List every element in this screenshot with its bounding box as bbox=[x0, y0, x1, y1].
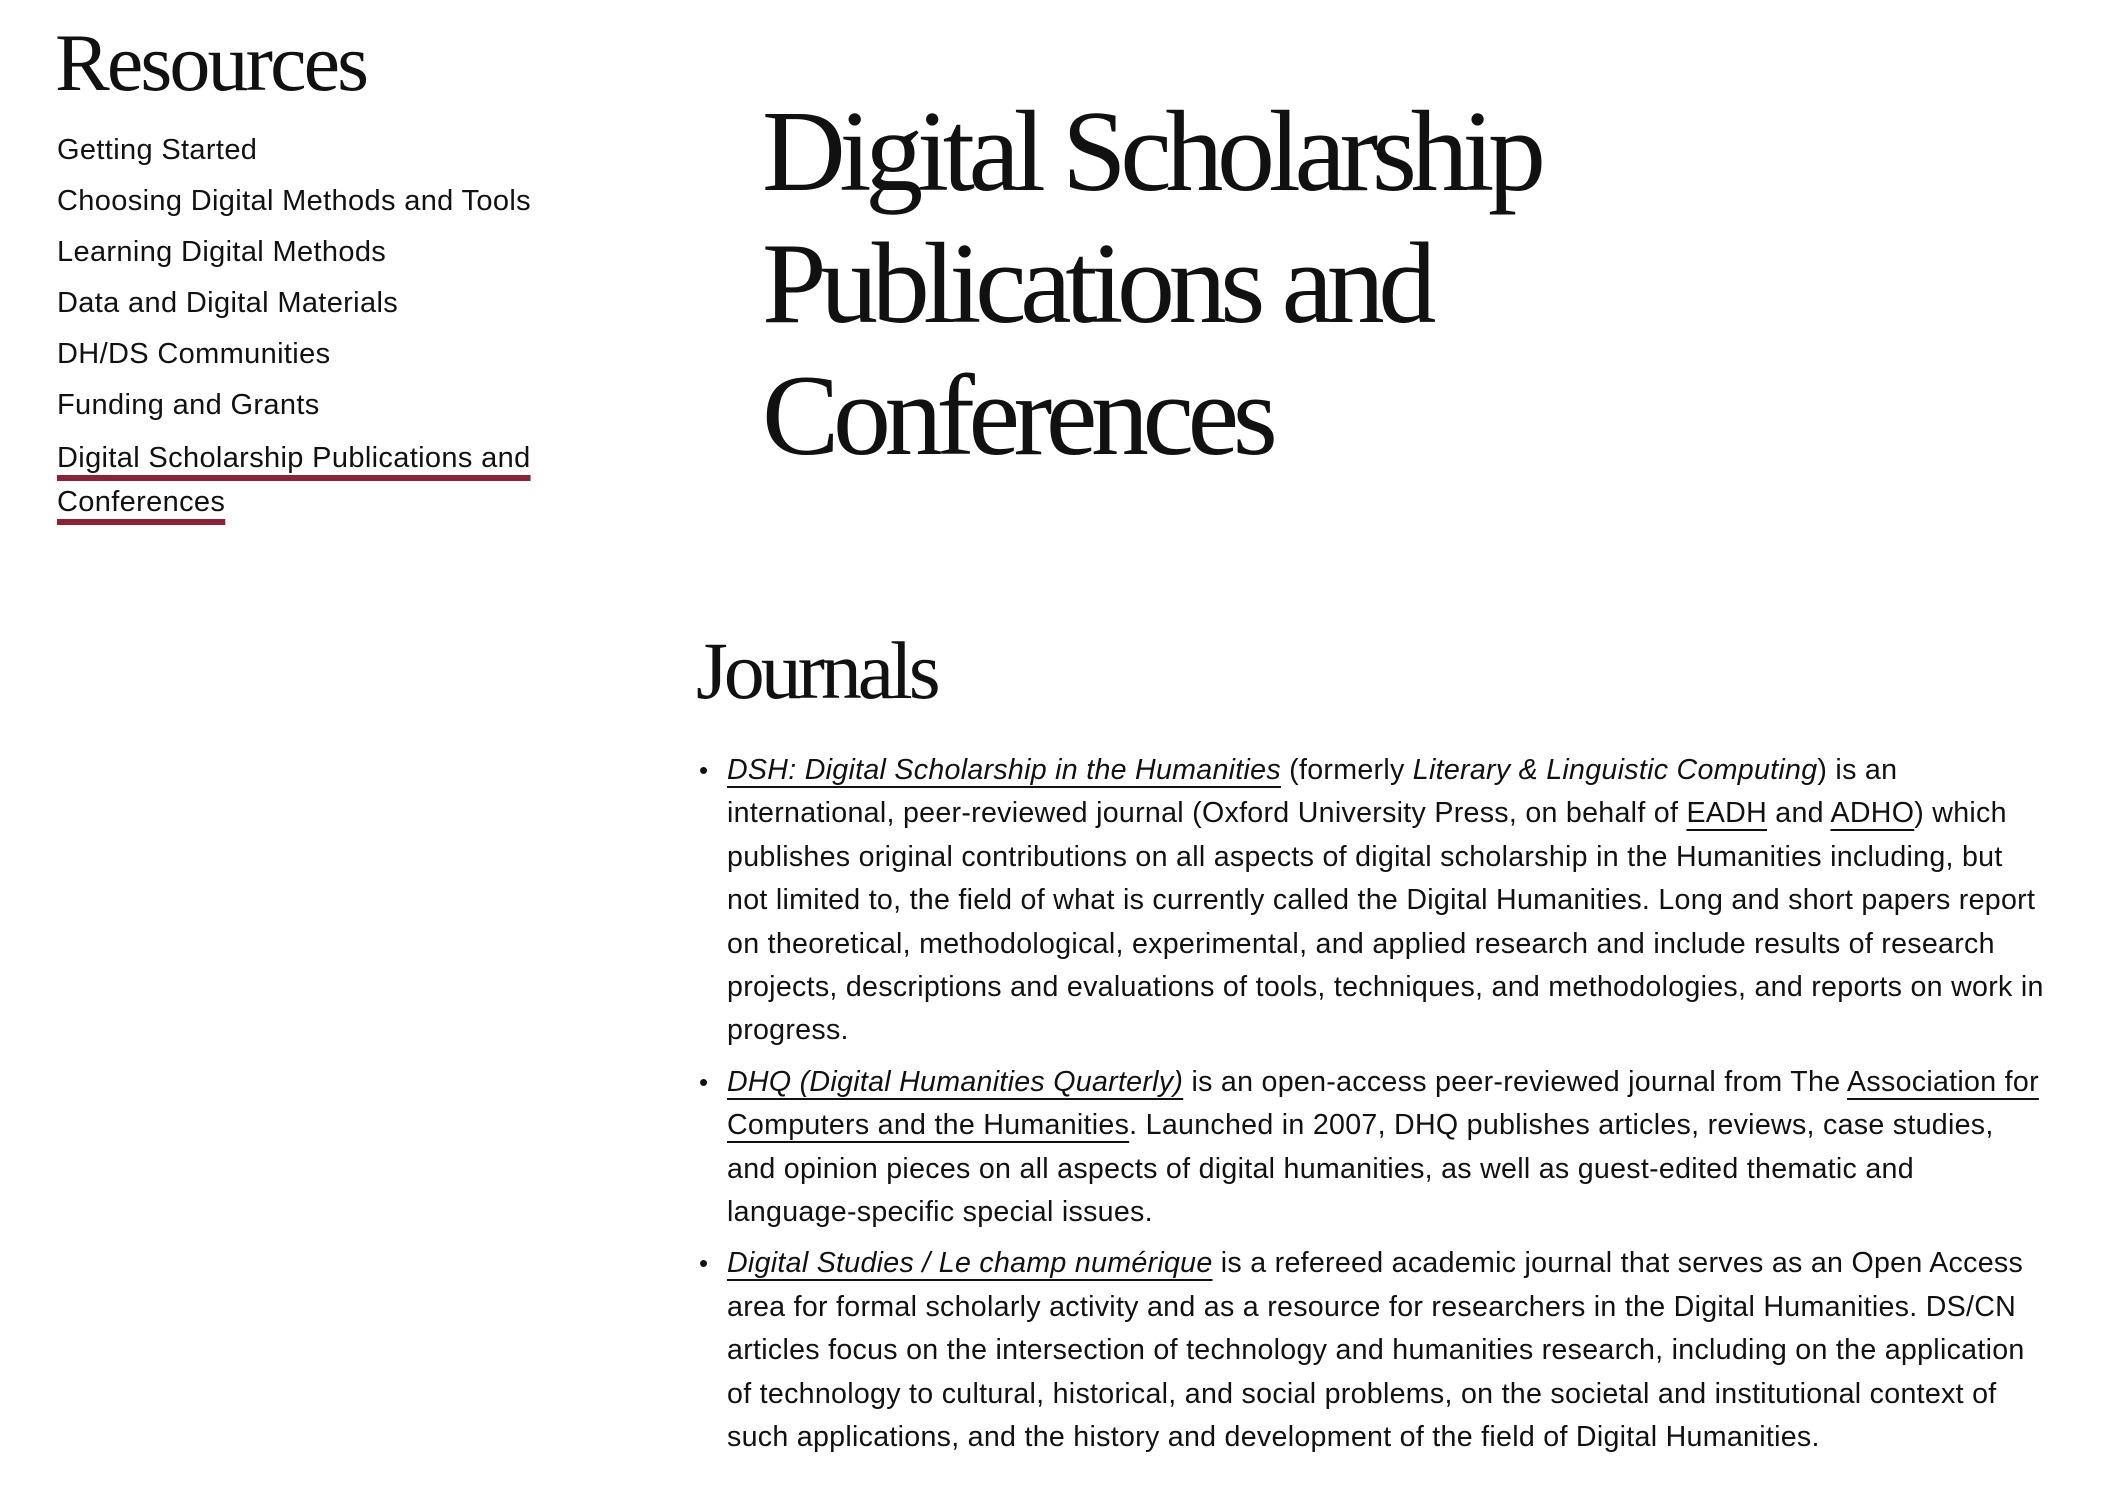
sidebar-title: Resources bbox=[55, 17, 367, 108]
item-text: ) which publishes original contributions on all aspects of digital scholarship in the Humanities including, but not limited to, the field of what is currently called the Digital Humanities. Long and short papers report on theoretical, methodological, experimental, and applied research and include results of research projects, descriptions and evaluations of tools, techniques, and methodologies, and reports on work in progress. bbox=[727, 797, 2044, 1047]
list-item bbox=[699, 1242, 2045, 1459]
link-digital-studies-journal[interactable]: Digital Studies / Le champ numérique bbox=[727, 1247, 1213, 1280]
item-text: is a refereed academic journal that serves as an Open Access area for formal scholarly activity and as a resource for researchers in the Digital Humanities. DS/CN articles focus on the intersection of technology and humanities research, including on the application of technology to cultural, historical, and social problems, on the societal and institutional context of such applications, and the history and development of the field of Digital Humanities. bbox=[727, 1247, 2025, 1454]
item-text: ) is an international, peer-reviewed journal (Oxford University Press, on behalf of bbox=[727, 754, 1898, 830]
sidebar-link-funding[interactable]: Funding and Grants bbox=[57, 389, 320, 421]
list-item bbox=[699, 749, 2045, 1053]
sidebar-item-communities bbox=[57, 334, 577, 385]
bullet-icon: • bbox=[699, 1248, 709, 1279]
sidebar-nav bbox=[57, 130, 577, 524]
link-dhq-journal[interactable]: DHQ (Digital Humanities Quarterly) bbox=[727, 1065, 1184, 1098]
sidebar-item-learning-methods bbox=[57, 232, 577, 283]
item-text: . Launched in 2007, DHQ publishes articles, reviews, case studies, and opinion pieces on all aspects of digital humanities, as well as guest-edited thematic and language-specific special issues. bbox=[727, 1109, 1994, 1229]
sidebar-item-data-materials bbox=[57, 283, 577, 334]
sidebar-link-learning-methods[interactable]: Learning Digital Methods bbox=[57, 236, 387, 268]
sidebar-item-choosing-methods bbox=[57, 181, 577, 232]
list-item bbox=[699, 1061, 2045, 1235]
sidebar-link-data-materials[interactable]: Data and Digital Materials bbox=[57, 287, 399, 319]
link-adho[interactable]: ADHO bbox=[1830, 797, 1915, 830]
section-heading-journals: Journals bbox=[696, 625, 937, 716]
sidebar-item-publications-conferences bbox=[57, 436, 577, 524]
item-italic-text: Literary & Linguistic Computing bbox=[1412, 754, 1818, 786]
page-title: Digital Scholarship Publications and Conferences bbox=[762, 88, 1540, 480]
link-ach[interactable]: Association for Computers and the Humanities bbox=[727, 1065, 2039, 1142]
item-text: is an open-access peer-reviewed journal from The bbox=[1183, 1065, 1848, 1098]
sidebar-item-getting-started bbox=[57, 130, 577, 181]
sidebar-link-communities[interactable]: DH/DS Communities bbox=[57, 338, 331, 370]
item-text: and bbox=[1767, 797, 1831, 830]
link-dsh-journal[interactable]: DSH: Digital Scholarship in the Humanities bbox=[727, 754, 1281, 786]
sidebar-link-getting-started[interactable]: Getting Started bbox=[57, 134, 258, 166]
sidebar-link-publications-conferences-active[interactable]: Digital Scholarship Publications and Conferences bbox=[57, 442, 531, 518]
bullet-icon: • bbox=[699, 1066, 709, 1097]
link-eadh[interactable]: EADH bbox=[1686, 797, 1768, 830]
bullet-icon: • bbox=[699, 755, 709, 785]
sidebar-item-funding bbox=[57, 385, 577, 436]
sidebar-link-choosing-methods[interactable]: Choosing Digital Methods and Tools bbox=[57, 185, 531, 217]
journal-list bbox=[699, 749, 2045, 1468]
item-text: (formerly bbox=[1280, 754, 1413, 786]
